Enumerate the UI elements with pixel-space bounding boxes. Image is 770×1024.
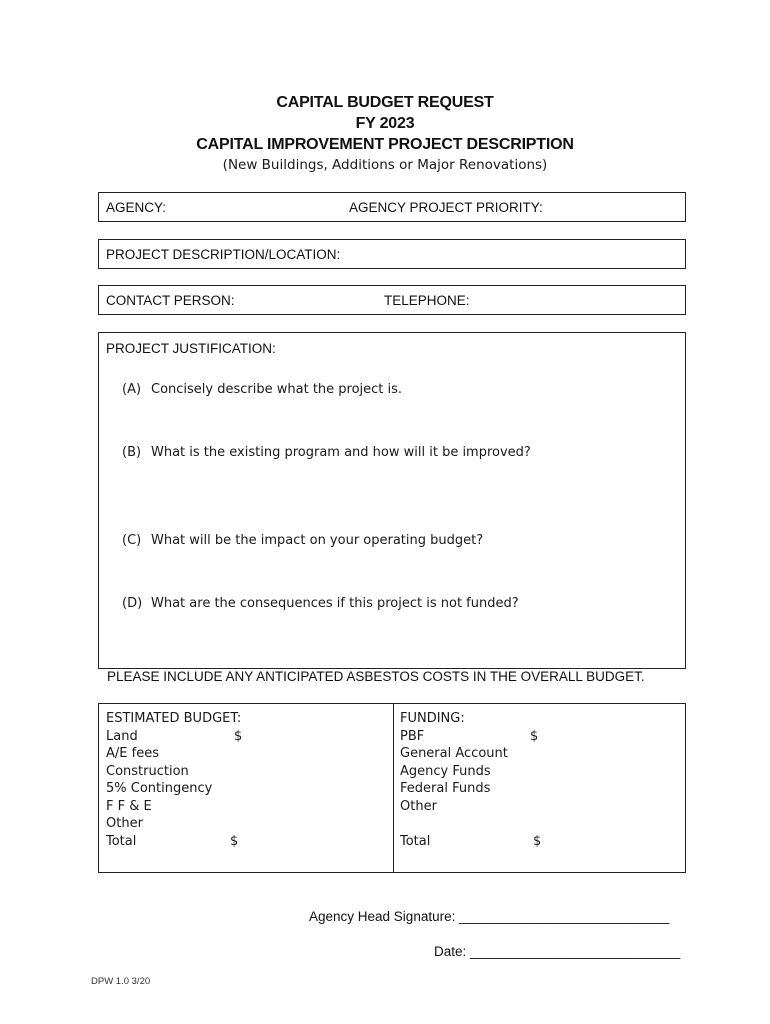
funding-item-label: Federal Funds bbox=[400, 781, 491, 796]
budget-divider bbox=[393, 704, 394, 872]
budget-item-label: F F & E bbox=[106, 798, 152, 814]
funding-row-agency-funds[interactable] bbox=[400, 763, 680, 781]
funding-item-label: General Account bbox=[400, 746, 508, 761]
asbestos-notice: PLEASE INCLUDE ANY ANTICIPATED ASBESTOS COSTS IN THE OVERALL BUDGET. bbox=[107, 669, 645, 684]
title-line-2: FY 2023 bbox=[355, 115, 415, 132]
question-letter: (C) bbox=[122, 533, 142, 548]
justification-label: PROJECT JUSTIFICATION: bbox=[106, 341, 276, 356]
question-text: What will be the impact on your operating budget? bbox=[151, 533, 484, 548]
question-a bbox=[122, 382, 402, 397]
question-letter: (B) bbox=[122, 445, 142, 460]
dollar-sign: $ bbox=[530, 728, 539, 744]
date-line[interactable]: Date: ____________________________ bbox=[434, 944, 681, 959]
title-line-3: CAPITAL IMPROVEMENT PROJECT DESCRIPTION bbox=[196, 136, 574, 153]
dollar-sign: $ bbox=[230, 833, 239, 849]
funding-row-spacer bbox=[400, 815, 680, 833]
project-description-box[interactable] bbox=[98, 239, 686, 269]
form-number: DPW 1.0 3/20 bbox=[91, 976, 151, 987]
agency-priority-label: AGENCY PROJECT PRIORITY: bbox=[349, 200, 543, 215]
budget-row-contingency[interactable] bbox=[106, 780, 386, 798]
budget-item-label: Construction bbox=[106, 763, 189, 779]
budget-row-ae-fees[interactable] bbox=[106, 745, 386, 763]
funding-header: FUNDING: bbox=[400, 711, 465, 726]
project-description-label: PROJECT DESCRIPTION/LOCATION: bbox=[106, 247, 341, 262]
agency-head-signature-line[interactable]: Agency Head Signature: ____________________________ bbox=[309, 909, 670, 924]
dollar-sign: $ bbox=[533, 833, 542, 849]
budget-item-label: Other bbox=[106, 816, 143, 831]
funding-total-label: Total bbox=[400, 833, 431, 849]
budget-row-land[interactable] bbox=[106, 728, 386, 746]
estimated-budget-header: ESTIMATED BUDGET: bbox=[106, 711, 242, 726]
question-letter: (D) bbox=[122, 596, 143, 611]
question-b bbox=[122, 445, 531, 460]
title-line-1: CAPITAL BUDGET REQUEST bbox=[276, 94, 494, 111]
contact-person-label: CONTACT PERSON: bbox=[106, 293, 235, 308]
budget-row-total[interactable] bbox=[106, 833, 386, 851]
budget-table bbox=[98, 703, 686, 873]
budget-item-label: A/E fees bbox=[106, 746, 159, 761]
budget-item-label: Land bbox=[106, 728, 138, 744]
funding-row-general-account[interactable] bbox=[400, 745, 680, 763]
question-letter: (A) bbox=[122, 382, 142, 397]
contact-box[interactable] bbox=[98, 285, 686, 315]
budget-item-label: 5% Contingency bbox=[106, 781, 213, 796]
funding-column bbox=[400, 710, 680, 850]
question-c bbox=[122, 533, 483, 548]
justification-box[interactable] bbox=[98, 332, 686, 669]
funding-row-total[interactable] bbox=[400, 833, 680, 851]
funding-item-label: Agency Funds bbox=[400, 763, 491, 779]
question-text: Concisely describe what the project is. bbox=[151, 382, 403, 397]
agency-label: AGENCY: bbox=[106, 200, 167, 215]
budget-total-label: Total bbox=[106, 833, 137, 849]
question-text: What are the consequences if this project is not funded? bbox=[151, 596, 519, 611]
budget-row-construction[interactable] bbox=[106, 763, 386, 781]
telephone-label: TELEPHONE: bbox=[384, 293, 470, 308]
agency-box[interactable] bbox=[98, 192, 686, 222]
funding-row-federal-funds[interactable] bbox=[400, 780, 680, 798]
dollar-sign: $ bbox=[234, 728, 243, 744]
budget-row-other[interactable] bbox=[106, 815, 386, 833]
funding-row-other[interactable] bbox=[400, 798, 680, 816]
estimated-budget-column bbox=[106, 710, 386, 850]
subtitle: (New Buildings, Additions or Major Renovations) bbox=[222, 157, 548, 173]
budget-row-ffe[interactable] bbox=[106, 798, 386, 816]
question-d bbox=[122, 596, 519, 611]
funding-item-label: Other bbox=[400, 798, 437, 814]
funding-row-pbf[interactable] bbox=[400, 728, 680, 746]
funding-item-label: PBF bbox=[400, 728, 425, 744]
question-text: What is the existing program and how will it be improved? bbox=[151, 445, 531, 460]
